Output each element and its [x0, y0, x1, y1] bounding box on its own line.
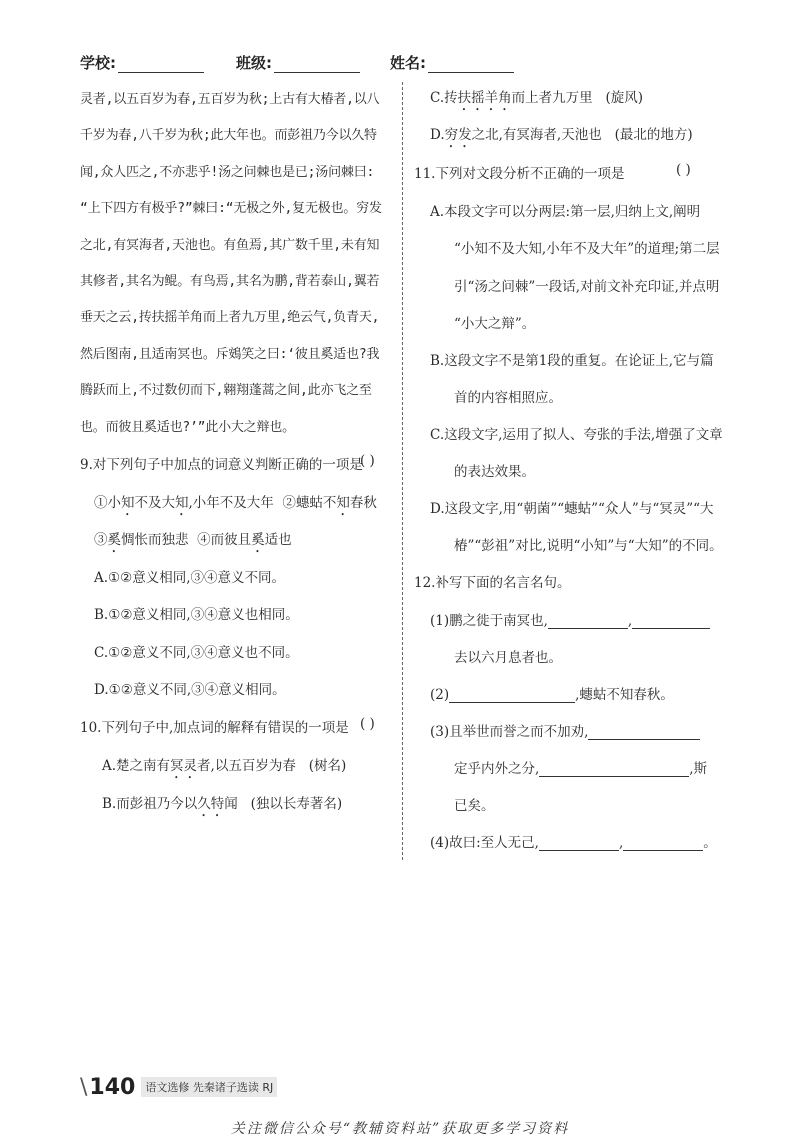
- q10-option-b[interactable]: B.而彭祖乃今以久特闻 (独以长寿著名): [102, 795, 343, 812]
- q9-sentences-line1: ①小知不及大知,小年不及大年 ②蟪蛄不知春秋: [94, 494, 377, 511]
- left-column: [80, 82, 395, 812]
- passage-line: 腾跃而上,不过数仞而下,翱翔蓬蒿之间,此亦飞之至: [80, 383, 372, 399]
- passage-line: 之北,有冥海者,天池也。有鱼焉,其广数千里,未有知: [80, 237, 380, 253]
- q12-blank-1b[interactable]: [632, 612, 710, 629]
- name-field: [390, 52, 514, 73]
- q12-item-3-cont: 定乎内外之分, ,斯: [454, 761, 708, 777]
- passage-line: 千岁为春,八千岁为秋;此大年也。而彭祖乃今以久特: [80, 128, 377, 144]
- page-number: 140: [89, 1074, 136, 1100]
- q12-item-3-end: 已矣。: [454, 798, 495, 814]
- q10-answer-parens[interactable]: ( ): [360, 715, 375, 732]
- class-field: [236, 52, 360, 73]
- name-label: 姓名:: [390, 54, 426, 72]
- q10-option-a[interactable]: A.楚之南有冥灵者,以五百岁为春 (树名): [102, 757, 347, 774]
- q11-option-b-line1[interactable]: B.这段文字不是第1段的重复。在论证上,它与篇: [430, 353, 714, 369]
- bottom-watermark-note: 关注微信公众号“教辅资料站”获取更多学习资料: [230, 1121, 570, 1137]
- q12-blank-3a[interactable]: [588, 723, 700, 740]
- q9-option-a[interactable]: A.①②意义相同,③④意义不同。: [94, 569, 286, 586]
- passage-line: 其修者,其名为鲲。有鸟焉,其名为鹏,背若泰山,翼若: [80, 273, 380, 289]
- q12-item-1-cont: 去以六月息者也。: [454, 650, 562, 666]
- q11-option-c-line2: 的表达效果。: [454, 464, 535, 480]
- classical-passage: [80, 82, 395, 446]
- passage-line: 闻,众人匹之,不亦悲乎!汤之问棘也是已;汤问棘曰:: [80, 164, 375, 180]
- q12-blank-4a[interactable]: [539, 834, 619, 851]
- q11-option-d-line2: 椿”“彭祖”对比,说明“小知”与“大知”的不同。: [454, 538, 723, 554]
- q10-option-c[interactable]: C.抟扶摇羊角而上者九万里 (旋风): [430, 90, 644, 106]
- class-input-line[interactable]: [274, 54, 360, 73]
- column-divider: [402, 82, 403, 860]
- name-input-line[interactable]: [428, 54, 514, 73]
- q10-stem: 10.下列句子中,加点词的解释有错误的一项是: [80, 719, 349, 736]
- q12-stem: 12.补写下面的名言名句。: [414, 575, 571, 591]
- q11-answer-parens[interactable]: ( ): [676, 162, 691, 178]
- q9-stem: 9.对下列句子中加点的词意义判断正确的一项是: [80, 456, 363, 473]
- school-input-line[interactable]: [118, 54, 204, 73]
- q12-item-4: (4)故曰:至人无己, , 。: [430, 835, 717, 851]
- passage-line: 垂天之云,抟扶摇羊角而上者九万里,绝云气,负青天,: [80, 310, 380, 326]
- school-label: 学校:: [80, 54, 116, 72]
- page-footer: [80, 1073, 277, 1101]
- q12-blank-1a[interactable]: [548, 612, 628, 629]
- q11-option-a-line3: 引“汤之问棘”一段话,对前文补充印证,并点明: [454, 279, 720, 295]
- class-label: 班级:: [236, 54, 272, 72]
- q9-option-d[interactable]: D.①②意义不同,③④意义相同。: [94, 681, 286, 698]
- passage-line: 灵者,以五百岁为春,五百岁为秋;上古有大椿者,以八: [80, 92, 380, 107]
- q9-sentences-line2: ③奚惆怅而独悲 ④而彼且奚适也: [94, 531, 292, 548]
- q10-option-d[interactable]: D.穷发之北,有冥海者,天池也 (最北的地方): [430, 127, 693, 143]
- q11-option-c-line1[interactable]: C.这段文字,运用了拟人、夸张的手法,增强了文章: [430, 427, 723, 443]
- book-title: 语文选修 先秦诸子选读 RJ: [141, 1077, 277, 1097]
- q11-stem: 11.下列对文段分析不正确的一项是: [414, 166, 625, 182]
- q11-option-b-line2: 首的内容相照应。: [454, 390, 562, 406]
- passage-line: 也。而彼且奚适也?’”此小大之辩也。: [80, 419, 295, 435]
- footer-slash-icon: \: [80, 1074, 88, 1100]
- q12-item-2: (2) ,蟪蛄不知春秋。: [430, 687, 674, 703]
- q9-answer-parens[interactable]: ( ): [360, 452, 375, 469]
- q11-option-a-line2: “小知不及大知,小年不及大年”的道理;第二层: [454, 241, 720, 257]
- q11-option-a-line4: “小大之辩”。: [454, 316, 536, 332]
- q12-blank-3b[interactable]: [539, 760, 689, 777]
- q9-option-b[interactable]: B.①②意义相同,③④意义也相同。: [94, 606, 299, 623]
- q12-blank-4b[interactable]: [623, 834, 703, 851]
- school-field: [80, 52, 204, 73]
- q11-option-a-line1[interactable]: A.本段文字可以分两层:第一层,归纳上文,阐明: [430, 204, 701, 220]
- student-info-header: [80, 52, 740, 82]
- q12-blank-2[interactable]: [449, 686, 575, 703]
- q11-option-d-line1[interactable]: D.这段文字,用“朝菌”“蟪蛄”“众人”与“冥灵”“大: [430, 501, 714, 517]
- q12-item-3: (3)且举世而誉之而不加劝,: [430, 720, 700, 740]
- q9-option-c[interactable]: C.①②意义不同,③④意义也不同。: [94, 644, 299, 661]
- passage-line: “上下四方有极乎?”棘曰:“无极之外,复无极也。穷发: [80, 201, 382, 217]
- passage-line: 然后图南,且适南冥也。斥鴳笑之曰:‘彼且奚适也?我: [80, 346, 380, 362]
- q12-item-1: (1)鹏之徙于南冥也, ,: [430, 609, 710, 629]
